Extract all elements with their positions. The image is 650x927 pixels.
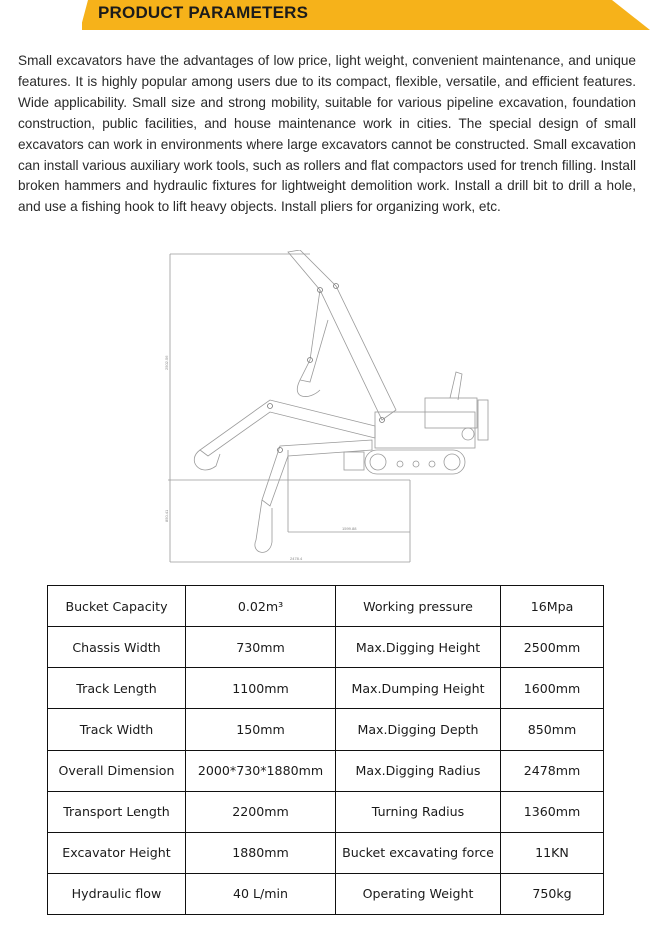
- section-header: [0, 0, 650, 30]
- param-label: Max.Dumping Height: [336, 668, 501, 709]
- page-title: PRODUCT PARAMETERS: [98, 3, 309, 22]
- param-value: 1100mm: [186, 668, 336, 709]
- param-value: 0.02m³: [186, 586, 336, 627]
- param-value: 150mm: [186, 709, 336, 750]
- param-label: Overall Dimension: [48, 750, 186, 791]
- table-row: [48, 709, 604, 750]
- table-row: [48, 832, 604, 873]
- param-label: Max.Digging Radius: [336, 750, 501, 791]
- table-row: [48, 668, 604, 709]
- param-value: 2200mm: [186, 791, 336, 832]
- param-label: Max.Digging Depth: [336, 709, 501, 750]
- param-label: Working pressure: [336, 586, 501, 627]
- param-value: 850mm: [501, 709, 604, 750]
- param-label: Excavator Height: [48, 832, 186, 873]
- param-value: 2500mm: [501, 627, 604, 668]
- table-row: [48, 627, 604, 668]
- param-value: 16Mpa: [501, 586, 604, 627]
- param-value: 1360mm: [501, 791, 604, 832]
- param-label: Chassis Width: [48, 627, 186, 668]
- table-row: [48, 750, 604, 791]
- param-label: Bucket Capacity: [48, 586, 186, 627]
- parameters-table: [47, 585, 604, 915]
- param-value: 1600mm: [501, 668, 604, 709]
- param-label: Max.Digging Height: [336, 627, 501, 668]
- table-row: [48, 791, 604, 832]
- dim-radius-label: 2478.4: [290, 556, 303, 561]
- table-row: [48, 586, 604, 627]
- dim-height-label: 2502.56: [164, 355, 169, 370]
- param-value: 1880mm: [186, 832, 336, 873]
- param-label: Operating Weight: [336, 873, 501, 914]
- param-label: Track Width: [48, 709, 186, 750]
- param-value: 40 L/min: [186, 873, 336, 914]
- param-label: Bucket excavating force: [336, 832, 501, 873]
- table-row: [48, 873, 604, 914]
- param-value: 11KN: [501, 832, 604, 873]
- param-label: Turning Radius: [336, 791, 501, 832]
- dim-depth-label: 850.41: [164, 509, 169, 522]
- excavator-dimension-drawing: [160, 250, 510, 570]
- dim-dump-label: 1599.88: [342, 526, 357, 531]
- param-label: Track Length: [48, 668, 186, 709]
- param-value: 730mm: [186, 627, 336, 668]
- intro-paragraph: Small excavators have the advantages of low price, light weight, convenient maintenance, and unique features. It is highly popular among users due to its compact, flexible, versatile, and efficient features. Wide applicability. Small size and strong mobility, suitable for various pipeline excavation, foundation construction, public facilities, and house maintenance work in cities. The special design of small excavators can work in environments where large excavators cannot be constructed. Small excavation can install various auxiliary work tools, such as rollers and flat compactors used for trench filling. Install broken hammers and hydraulic fixtures for lightweight demolition work. Install a drill bit to drill a hole, and use a fishing hook to lift heavy objects. Install pliers for organizing work, etc.: [18, 53, 636, 215]
- param-value: 2478mm: [501, 750, 604, 791]
- param-value: 2000*730*1880mm: [186, 750, 336, 791]
- param-label: Transport Length: [48, 791, 186, 832]
- param-value: 750kg: [501, 873, 604, 914]
- param-label: Hydraulic flow: [48, 873, 186, 914]
